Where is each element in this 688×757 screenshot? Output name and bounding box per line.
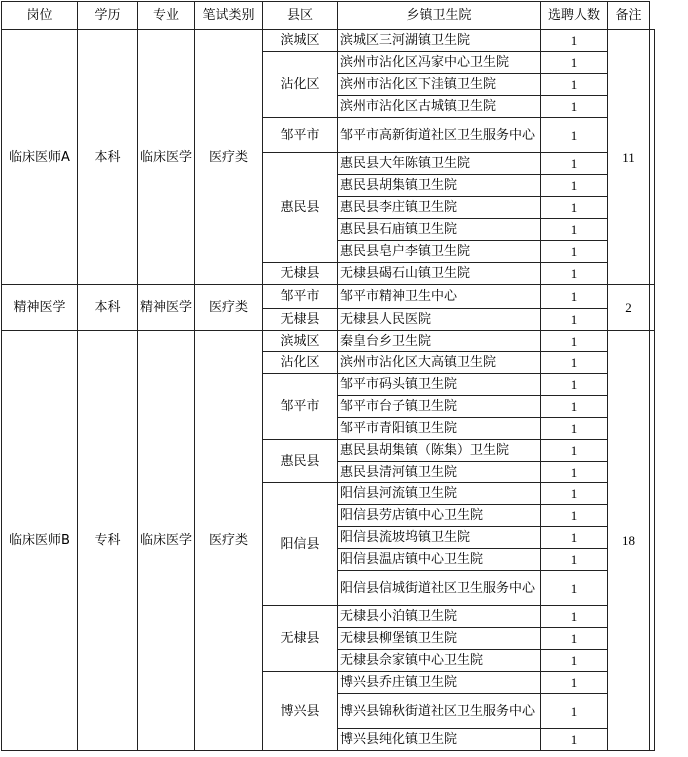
note-cell (650, 331, 655, 751)
county-cell: 无棣县 (263, 606, 338, 672)
county-cell: 邹平市 (263, 374, 338, 440)
count-cell: 1 (541, 729, 608, 751)
note-cell (650, 285, 655, 331)
recruitment-table (1, 1, 655, 751)
county-cell: 沾化区 (263, 52, 338, 118)
hospital-cell: 无棣县小泊镇卫生院 (338, 606, 541, 628)
hospital-cell: 滨州市沾化区古城镇卫生院 (338, 96, 541, 118)
count-cell: 1 (541, 96, 608, 118)
count-cell: 1 (541, 440, 608, 462)
count-cell: 1 (541, 527, 608, 549)
count-cell: 1 (541, 483, 608, 505)
header-hospital: 乡镇卫生院 (338, 2, 541, 30)
count-cell: 1 (541, 175, 608, 197)
hospital-cell: 滨城区三河湖镇卫生院 (338, 30, 541, 52)
count-cell: 1 (541, 52, 608, 74)
hospital-cell: 惠民县胡集镇卫生院 (338, 175, 541, 197)
header-row (2, 2, 655, 30)
hospital-cell: 无棣县碣石山镇卫生院 (338, 263, 541, 285)
hospital-cell: 无棣县人民医院 (338, 309, 541, 331)
count-cell: 1 (541, 462, 608, 483)
county-cell: 无棣县 (263, 263, 338, 285)
header-post: 岗位 (2, 2, 78, 30)
hospital-cell: 惠民县胡集镇（陈集）卫生院 (338, 440, 541, 462)
hospital-cell: 阳信县河流镇卫生院 (338, 483, 541, 505)
county-cell: 滨城区 (263, 331, 338, 352)
table-row (2, 331, 655, 352)
header-county: 县区 (263, 2, 338, 30)
hospital-cell: 博兴县乔庄镇卫生院 (338, 672, 541, 694)
hospital-cell: 阳信县温店镇中心卫生院 (338, 549, 541, 571)
count-cell: 1 (541, 571, 608, 606)
hospital-cell: 无棣县佘家镇中心卫生院 (338, 650, 541, 672)
education-cell: 专科 (78, 331, 138, 751)
count-cell: 1 (541, 505, 608, 527)
exam-type-cell: 医疗类 (195, 331, 263, 751)
count-cell: 1 (541, 118, 608, 153)
hospital-cell: 惠民县大年陈镇卫生院 (338, 153, 541, 175)
county-cell: 沾化区 (263, 352, 338, 374)
hospital-cell: 博兴县纯化镇卫生院 (338, 729, 541, 751)
note-cell (650, 30, 655, 285)
hospital-cell: 秦皇台乡卫生院 (338, 331, 541, 352)
table-row (2, 285, 655, 309)
count-cell: 1 (541, 549, 608, 571)
hospital-cell: 邹平市高新街道社区卫生服务中心 (338, 118, 541, 153)
table-body (2, 30, 655, 751)
county-cell: 惠民县 (263, 440, 338, 483)
total-count-cell: 2 (608, 285, 650, 331)
hospital-cell: 邹平市青阳镇卫生院 (338, 418, 541, 440)
count-cell: 1 (541, 650, 608, 672)
table-row (2, 30, 655, 52)
hospital-cell: 滨州市沾化区下洼镇卫生院 (338, 74, 541, 96)
major-cell: 精神医学 (138, 285, 195, 331)
county-cell: 阳信县 (263, 483, 338, 606)
county-cell: 惠民县 (263, 153, 338, 263)
total-count-cell: 11 (608, 30, 650, 285)
count-cell: 1 (541, 74, 608, 96)
hospital-cell: 滨州市沾化区冯家中心卫生院 (338, 52, 541, 74)
header-count: 选聘人数 (541, 2, 608, 30)
count-cell: 1 (541, 418, 608, 440)
count-cell: 1 (541, 606, 608, 628)
exam-type-cell: 医疗类 (195, 285, 263, 331)
total-count-cell: 18 (608, 331, 650, 751)
county-cell: 滨城区 (263, 30, 338, 52)
hospital-cell: 博兴县锦秋街道社区卫生服务中心 (338, 694, 541, 729)
count-cell: 1 (541, 30, 608, 52)
header-major: 专业 (138, 2, 195, 30)
hospital-cell: 阳信县流坡坞镇卫生院 (338, 527, 541, 549)
hospital-cell: 邹平市精神卫生中心 (338, 285, 541, 309)
hospital-cell: 惠民县皂户李镇卫生院 (338, 241, 541, 263)
count-cell: 1 (541, 197, 608, 219)
hospital-cell: 无棣县柳堡镇卫生院 (338, 628, 541, 650)
count-cell: 1 (541, 628, 608, 650)
header-note: 备注 (608, 2, 650, 30)
hospital-cell: 惠民县清河镇卫生院 (338, 462, 541, 483)
hospital-cell: 滨州市沾化区大高镇卫生院 (338, 352, 541, 374)
hospital-cell: 邹平市台子镇卫生院 (338, 396, 541, 418)
count-cell: 1 (541, 263, 608, 285)
county-cell: 博兴县 (263, 672, 338, 751)
count-cell: 1 (541, 331, 608, 352)
hospital-cell: 阳信县劳店镇中心卫生院 (338, 505, 541, 527)
count-cell: 1 (541, 374, 608, 396)
education-cell: 本科 (78, 30, 138, 285)
header-exam-type: 笔试类别 (195, 2, 263, 30)
count-cell: 1 (541, 672, 608, 694)
count-cell: 1 (541, 352, 608, 374)
count-cell: 1 (541, 285, 608, 309)
county-cell: 邹平市 (263, 118, 338, 153)
count-cell: 1 (541, 219, 608, 241)
post-cell: 临床医师A (2, 30, 78, 285)
major-cell: 临床医学 (138, 331, 195, 751)
count-cell: 1 (541, 241, 608, 263)
count-cell: 1 (541, 309, 608, 331)
county-cell: 无棣县 (263, 309, 338, 331)
count-cell: 1 (541, 694, 608, 729)
hospital-cell: 邹平市码头镇卫生院 (338, 374, 541, 396)
major-cell: 临床医学 (138, 30, 195, 285)
count-cell: 1 (541, 153, 608, 175)
header-education: 学历 (78, 2, 138, 30)
hospital-cell: 惠民县李庄镇卫生院 (338, 197, 541, 219)
hospital-cell: 惠民县石庙镇卫生院 (338, 219, 541, 241)
exam-type-cell: 医疗类 (195, 30, 263, 285)
education-cell: 本科 (78, 285, 138, 331)
county-cell: 邹平市 (263, 285, 338, 309)
count-cell: 1 (541, 396, 608, 418)
hospital-cell: 阳信县信城街道社区卫生服务中心 (338, 571, 541, 606)
post-cell: 精神医学 (2, 285, 78, 331)
post-cell: 临床医师B (2, 331, 78, 751)
